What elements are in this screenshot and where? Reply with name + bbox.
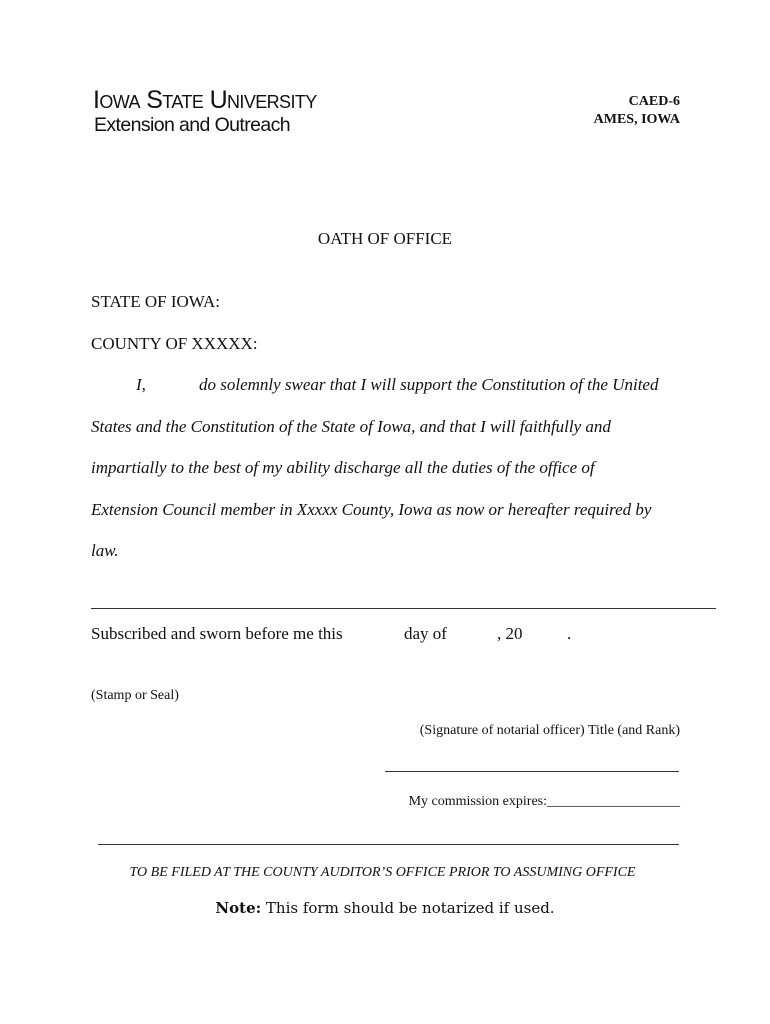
oath-line-5: law. — [91, 541, 119, 560]
filing-notice: TO BE FILED AT THE COUNTY AUDITOR’S OFFICE PRIOR TO ASSUMING OFFICE — [129, 865, 636, 880]
note-text: This form should be notarized if used. — [261, 899, 555, 917]
page-title: OATH OF OFFICE — [317, 229, 453, 248]
oath-line-2: States and the Constitution of the State of Iowa, and that I will faithfully and — [91, 417, 611, 436]
org-logo-subtitle: Extension and Outreach — [94, 114, 291, 136]
note-label: Note: — [215, 899, 262, 917]
sworn-text: Subscribed and sworn before me this — [91, 624, 343, 643]
state-line: STATE OF IOWA: — [91, 292, 220, 311]
note — [0, 899, 770, 917]
oath-prefix: I, — [136, 375, 146, 394]
separator-line-bottom — [98, 844, 679, 845]
oath-line-3: impartially to the best of my ability discharge all the duties of the office of — [91, 458, 595, 477]
county-line: COUNTY OF XXXXX: — [91, 334, 258, 353]
sworn-period: . — [567, 624, 572, 643]
form-code: CAED-6 — [628, 94, 680, 109]
sworn-year: , 20 — [497, 624, 523, 643]
oath-line-1: do solemnly swear that I will support the Constitution of the United — [199, 375, 659, 394]
org-logo-name: Iowa State University — [93, 86, 317, 114]
oath-line-4: Extension Council member in Xxxxx County, Iowa as now or hereafter required by — [91, 500, 652, 519]
signature-line — [385, 771, 679, 772]
form-location: AMES, IOWA — [593, 112, 680, 127]
separator-line — [91, 608, 716, 609]
sworn-day-of: day of — [404, 624, 447, 643]
commission-expires: My commission expires:___________________ — [408, 794, 680, 809]
signature-label: (Signature of notarial officer) Title (and Rank) — [419, 723, 680, 738]
stamp-label: (Stamp or Seal) — [91, 688, 179, 703]
